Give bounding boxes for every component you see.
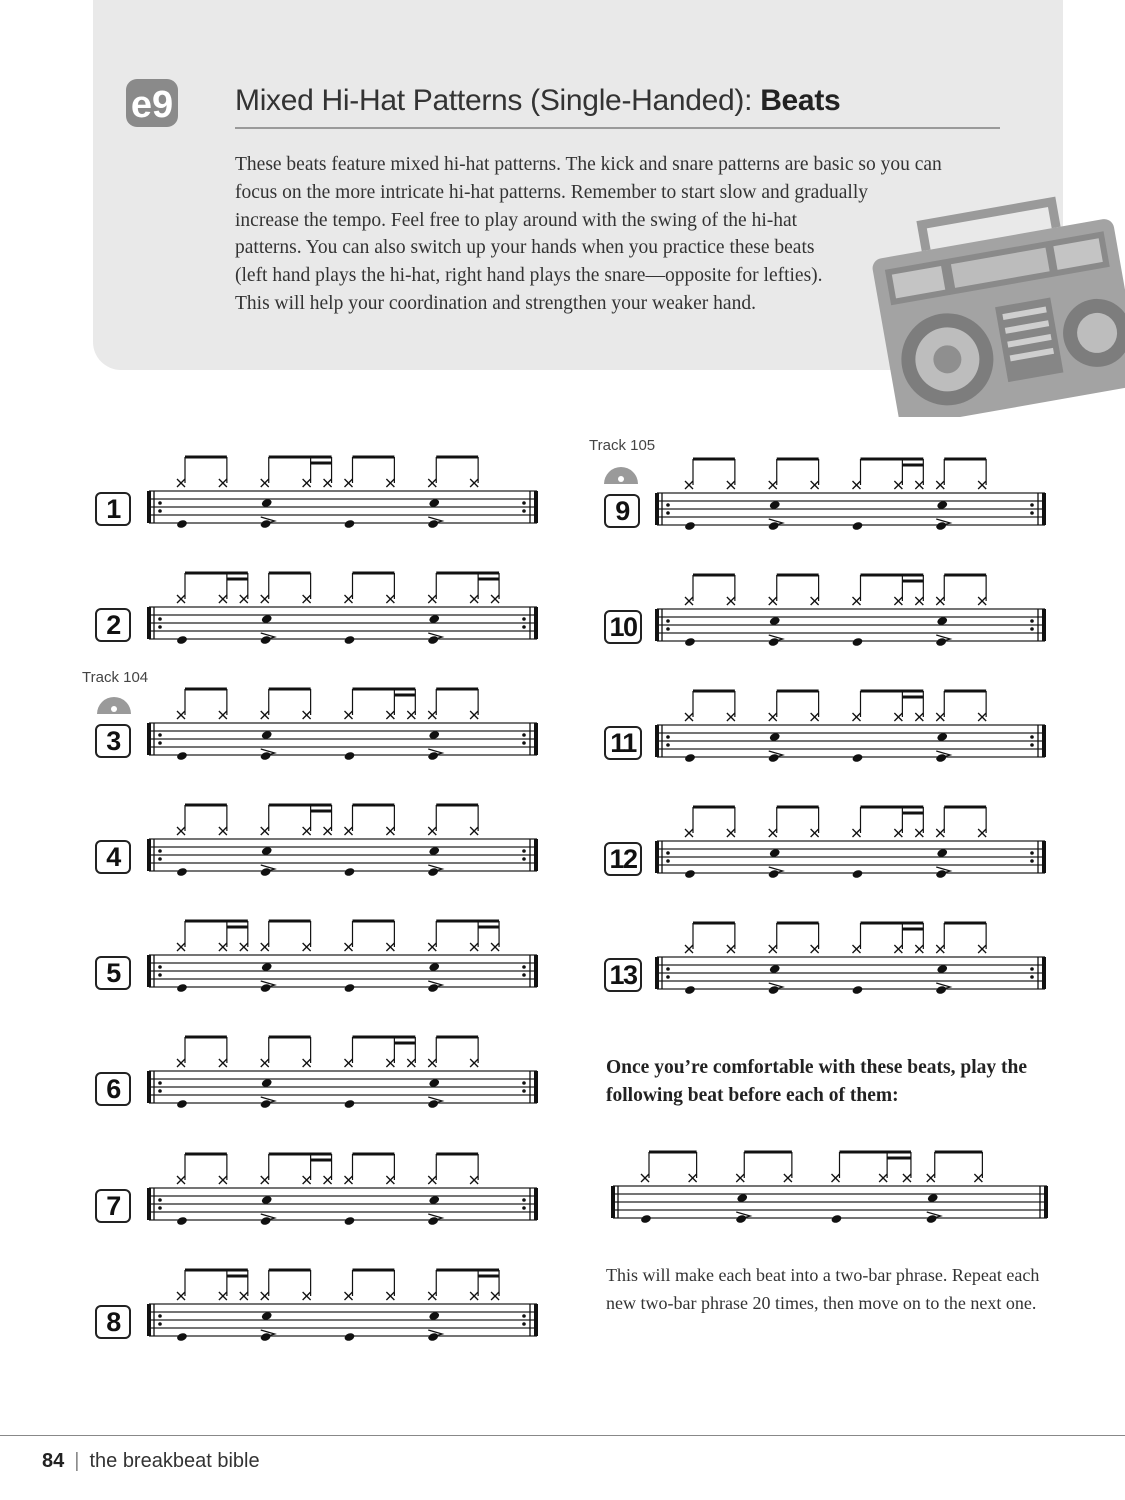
hihat-note — [219, 921, 227, 951]
drum-staff — [609, 1144, 1050, 1264]
hihat-note — [386, 457, 394, 487]
hihat-note — [177, 457, 185, 487]
intro-paragraph: These beats feature mixed hi-hat patterns. The kick and snare patterns are basic so you can focus on the more intricate hi-hat patterns. Remember to start slow and gradually increase the tempo. Feel free to play around with the swing of the hi-hat patterns. You can also switch up your hands when you practice these beats (left hand plays the hi-hat, right hand plays the snare—opposite for lefties). This will help your coordination and strengthen your weaker hand. — [235, 154, 942, 314]
hihat-note — [936, 807, 944, 837]
hihat-note — [261, 689, 269, 719]
kick-note — [640, 1214, 652, 1224]
hihat-note — [345, 1037, 353, 1067]
exercise-number: 2 — [95, 608, 131, 642]
hihat-note — [853, 459, 861, 489]
boombox-illustration — [868, 185, 1125, 417]
hihat-note — [261, 457, 269, 487]
hihat-note — [811, 691, 819, 721]
hihat-note — [386, 1037, 394, 1067]
hihat-note — [978, 807, 986, 837]
exercise-number: 13 — [604, 958, 642, 992]
hihat-note — [303, 1037, 311, 1067]
hihat-note — [428, 573, 436, 603]
hihat-note — [811, 807, 819, 837]
hihat-note — [386, 573, 394, 603]
hihat-note — [879, 1152, 887, 1182]
hihat-note — [303, 1154, 311, 1184]
hihat-note — [727, 923, 735, 953]
exercise-number: 7 — [95, 1189, 131, 1223]
hihat-note — [936, 923, 944, 953]
hihat-note — [219, 457, 227, 487]
hihat-note — [428, 805, 436, 835]
hihat-note — [685, 459, 693, 489]
hihat-note — [386, 805, 394, 835]
hihat-note — [345, 1270, 353, 1300]
hihat-note — [219, 805, 227, 835]
hihat-note — [303, 921, 311, 951]
hihat-note — [428, 689, 436, 719]
hihat-note — [784, 1152, 792, 1182]
hihat-note — [386, 689, 394, 719]
hihat-note — [769, 575, 777, 605]
hihat-note — [685, 923, 693, 953]
hihat-note — [853, 691, 861, 721]
kick-note — [176, 1099, 188, 1109]
drum-staff — [653, 799, 1048, 919]
kick-note — [344, 1216, 356, 1226]
hihat-note — [470, 689, 478, 719]
drum-staff — [145, 913, 540, 1033]
hihat-note — [853, 575, 861, 605]
hihat-note — [936, 575, 944, 605]
hihat-note — [811, 575, 819, 605]
kick-note — [344, 519, 356, 529]
kick-note — [852, 985, 864, 995]
hihat-note — [303, 689, 311, 719]
kick-note — [684, 753, 696, 763]
hihat-note — [428, 457, 436, 487]
hihat-note — [177, 805, 185, 835]
hihat-note — [470, 921, 478, 951]
hihat-note — [470, 1037, 478, 1067]
hihat-note — [894, 691, 902, 721]
hihat-note — [261, 921, 269, 951]
hihat-note — [727, 807, 735, 837]
hihat-note — [769, 459, 777, 489]
hihat-note — [769, 691, 777, 721]
hihat-note — [689, 1152, 697, 1182]
hihat-note — [727, 691, 735, 721]
hihat-note — [470, 1270, 478, 1300]
kick-note — [852, 869, 864, 879]
hihat-note — [769, 923, 777, 953]
kick-note — [176, 751, 188, 761]
kick-note — [852, 521, 864, 531]
hihat-note — [261, 805, 269, 835]
hihat-note — [219, 1037, 227, 1067]
hihat-note — [261, 1154, 269, 1184]
hihat-note — [927, 1152, 935, 1182]
drum-staff — [653, 567, 1048, 687]
drum-staff — [653, 915, 1048, 1035]
hihat-note — [894, 575, 902, 605]
kick-note — [852, 637, 864, 647]
hihat-note — [894, 807, 902, 837]
hihat-note — [470, 1154, 478, 1184]
hihat-note — [470, 573, 478, 603]
hihat-note — [978, 691, 986, 721]
hihat-note — [936, 691, 944, 721]
page-number: 84 — [42, 1450, 65, 1472]
hihat-note — [685, 807, 693, 837]
hihat-note — [470, 805, 478, 835]
hihat-note — [303, 805, 311, 835]
kick-note — [684, 637, 696, 647]
hihat-note — [769, 807, 777, 837]
track-104-label: Track 104 — [82, 669, 149, 686]
hihat-note — [261, 1270, 269, 1300]
hihat-note — [894, 923, 902, 953]
hihat-note — [386, 921, 394, 951]
exercise-number: 1 — [95, 492, 131, 526]
hihat-note — [261, 1037, 269, 1067]
hihat-note — [936, 459, 944, 489]
hihat-note — [853, 807, 861, 837]
exercise-number: 3 — [95, 724, 131, 758]
hihat-note — [428, 1154, 436, 1184]
kick-note — [344, 867, 356, 877]
hihat-note — [470, 457, 478, 487]
exercise-number: 4 — [95, 840, 131, 874]
footer-divider — [0, 1435, 1125, 1436]
cd-icon[interactable] — [96, 692, 132, 714]
hihat-note — [974, 1152, 982, 1182]
exercise-number: 8 — [95, 1305, 131, 1339]
hihat-note — [303, 457, 311, 487]
kick-note — [852, 753, 864, 763]
hihat-note — [177, 1037, 185, 1067]
title-divider — [235, 127, 1000, 129]
kick-note — [831, 1214, 843, 1224]
drum-staff — [145, 1146, 540, 1266]
kick-note — [684, 869, 696, 879]
kick-note — [176, 1332, 188, 1342]
kick-note — [344, 983, 356, 993]
hihat-note — [428, 1037, 436, 1067]
drum-staff — [145, 681, 540, 801]
hihat-note — [736, 1152, 744, 1182]
hihat-note — [978, 459, 986, 489]
kick-note — [176, 867, 188, 877]
exercise-e9-badge — [125, 78, 179, 128]
cd-icon[interactable] — [603, 462, 639, 484]
hihat-note — [811, 459, 819, 489]
hihat-note — [261, 573, 269, 603]
drum-staff — [145, 1029, 540, 1149]
hihat-note — [219, 1270, 227, 1300]
drum-staff — [145, 565, 540, 685]
drum-staff — [145, 1262, 540, 1382]
hihat-note — [177, 1154, 185, 1184]
hihat-note — [177, 1270, 185, 1300]
hihat-note — [303, 1270, 311, 1300]
kick-note — [684, 521, 696, 531]
exercise-number: 10 — [604, 610, 642, 644]
hihat-note — [685, 691, 693, 721]
drum-staff — [145, 449, 540, 569]
page-footer: 84 | the breakbeat bible — [42, 1450, 260, 1472]
hihat-note — [386, 1154, 394, 1184]
hihat-note — [428, 921, 436, 951]
hihat-note — [727, 575, 735, 605]
hihat-note — [978, 923, 986, 953]
kick-note — [176, 519, 188, 529]
followup-heading: Once you’re comfortable with these beats, play the following beat before each of them: — [606, 1057, 1027, 1106]
hihat-note — [832, 1152, 840, 1182]
hihat-note — [219, 689, 227, 719]
kick-note — [344, 751, 356, 761]
kick-note — [176, 1216, 188, 1226]
hihat-note — [386, 1270, 394, 1300]
page-title: Mixed Hi-Hat Patterns (Single-Handed): Beats — [235, 84, 841, 117]
exercise-number: 6 — [95, 1072, 131, 1106]
hihat-note — [428, 1270, 436, 1300]
hihat-note — [219, 1154, 227, 1184]
hihat-note — [177, 921, 185, 951]
hihat-note — [727, 459, 735, 489]
hihat-note — [978, 575, 986, 605]
hihat-note — [641, 1152, 649, 1182]
hihat-note — [177, 573, 185, 603]
kick-note — [176, 635, 188, 645]
kick-note — [344, 1099, 356, 1109]
track-105-label: Track 105 — [589, 437, 656, 454]
drum-staff — [653, 683, 1048, 803]
drum-staff — [653, 451, 1048, 571]
drum-staff — [145, 797, 540, 917]
svg-text:e9: e9 — [130, 84, 174, 126]
exercise-number: 5 — [95, 956, 131, 990]
exercise-number: 9 — [604, 494, 640, 528]
hihat-note — [345, 457, 353, 487]
hihat-note — [345, 689, 353, 719]
hihat-note — [177, 689, 185, 719]
book-title: the breakbeat bible — [89, 1450, 260, 1472]
kick-note — [344, 635, 356, 645]
hihat-note — [219, 573, 227, 603]
hihat-note — [303, 573, 311, 603]
hihat-note — [685, 575, 693, 605]
kick-note — [344, 1332, 356, 1342]
exercise-number: 11 — [604, 726, 642, 760]
hihat-note — [345, 573, 353, 603]
hihat-note — [811, 923, 819, 953]
kick-note — [684, 985, 696, 995]
hihat-note — [345, 921, 353, 951]
kick-note — [176, 983, 188, 993]
hihat-note — [345, 1154, 353, 1184]
hihat-note — [345, 805, 353, 835]
followup-note: This will make each beat into a two-bar phrase. Repeat each new two-bar phrase 20 times, then move on to the next one. — [606, 1265, 1040, 1313]
hihat-note — [894, 459, 902, 489]
hihat-note — [853, 923, 861, 953]
exercise-number: 12 — [604, 842, 642, 876]
